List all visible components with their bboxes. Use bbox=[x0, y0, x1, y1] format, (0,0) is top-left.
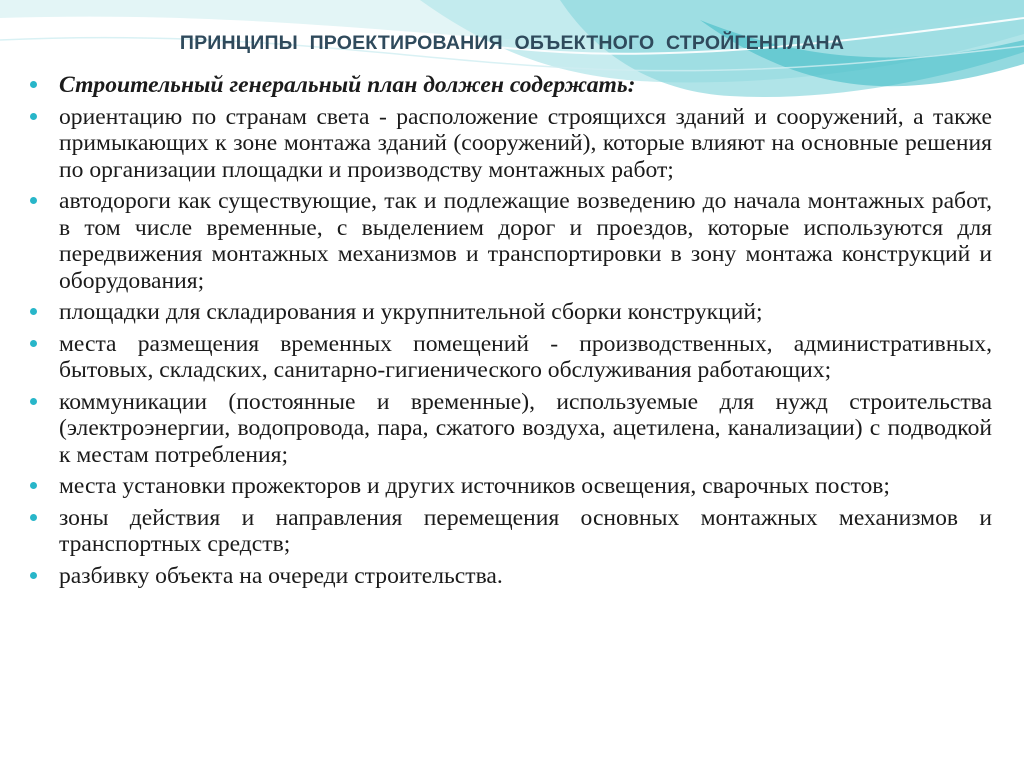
list-item-text: ориентацию по странам света - расположение строящихся зданий и сооружений, а также примыкающих к зоне монтажа зданий (сооружений), которые влияют на основные решения по организации площадки и производству монтажных работ; bbox=[59, 103, 992, 183]
bullet-icon bbox=[30, 572, 37, 579]
bullet-icon bbox=[30, 398, 37, 405]
list-item bbox=[28, 331, 992, 384]
bullet-icon bbox=[30, 308, 37, 315]
bullet-icon bbox=[30, 81, 37, 88]
bullet-list bbox=[28, 72, 992, 594]
list-item-text: коммуникации (постоянные и временные), используемые для нужд строительства (электроэнергии, водопровода, пара, сжатого воздуха, ацетилена, канализации) с подводкой к местам потребления; bbox=[59, 388, 992, 468]
list-item bbox=[28, 188, 992, 294]
list-item bbox=[28, 299, 992, 326]
list-item-text: площадки для складирования и укрупнительной сборки конструкций; bbox=[59, 299, 763, 325]
list-item-text: места размещения временных помещений - производственных, административных, бытовых, складских, санитарно-гигиенического обслуживания работающих; bbox=[59, 330, 992, 383]
list-item-text: автодороги как существующие, так и подлежащие возведению до начала монтажных работ, в том числе временные, с выделением дорог и проездов, которые используются для передвижения монтажных механизмов и транспортировки в зону монтажа конструкций и оборудования; bbox=[59, 188, 992, 294]
page-title: ПРИНЦИПЫ ПРОЕКТИРОВАНИЯ ОБЪЕКТНОГО СТРОЙГЕНПЛАНА bbox=[179, 32, 845, 54]
list-item-text: зоны действия и направления перемещения основных монтажных механизмов и транспортных средств; bbox=[59, 504, 992, 557]
list-item bbox=[28, 505, 992, 558]
list-item-text: разбивку объекта на очереди строительства. bbox=[59, 562, 503, 589]
bullet-icon bbox=[30, 514, 37, 521]
bullet-icon bbox=[30, 113, 37, 120]
list-item bbox=[28, 389, 992, 469]
list-item bbox=[28, 104, 992, 184]
list-item bbox=[28, 72, 992, 99]
list-item-text: Строительный генеральный план должен содержать: bbox=[59, 72, 636, 98]
list-item bbox=[28, 473, 992, 500]
bullet-icon bbox=[30, 482, 37, 489]
bullet-icon bbox=[30, 340, 37, 347]
bullet-icon bbox=[30, 197, 37, 204]
list-item-text: места установки прожекторов и других источников освещения, сварочных постов; bbox=[59, 473, 890, 499]
list-item bbox=[28, 563, 992, 590]
